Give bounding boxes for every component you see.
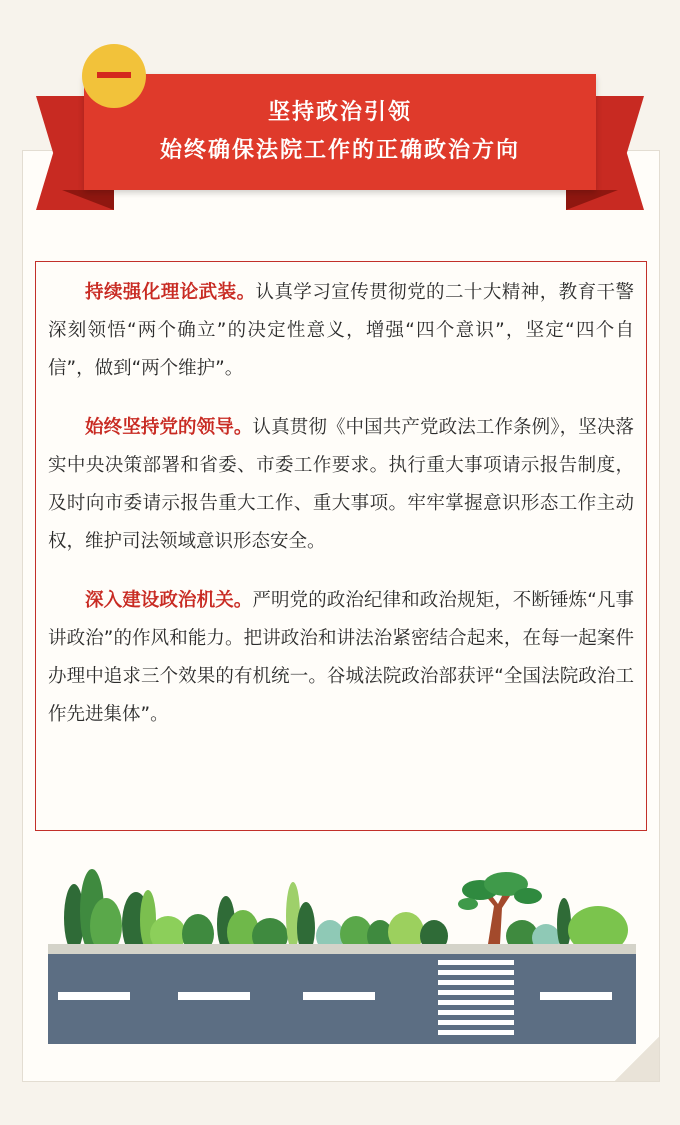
text-content-box (35, 261, 647, 831)
paragraph-heading: 深入建设政治机关。 (85, 590, 253, 611)
paragraph-theory (48, 274, 634, 388)
paragraph-body: 认真学习宣传贯彻党的二十大精神，教育干警深刻领悟“两个确立”的决定性意义，增强“四个意识”，坚定“四个自信”，做到“两个维护”。 (48, 282, 634, 379)
section-number-badge (82, 44, 146, 108)
paragraph-body: 严明党的政治纪律和政治规矩，不断锤炼“凡事讲政治”的作风和能力。把讲政治和讲法治紧密结合起来，在每一起案件办理中追求三个效果的有机统一。谷城法院政治部获评“全国法院政治工作先进集体”。 (48, 590, 634, 725)
section-title-banner (84, 74, 596, 190)
paragraph-leadership (48, 409, 634, 561)
paragraph-heading: 始终坚持党的领导。 (85, 417, 253, 438)
section-title-line-1: 坚持政治引领 (267, 100, 412, 125)
number-one-mark (97, 72, 131, 78)
paragraph-body: 认真贯彻《中国共产党政法工作条例》，坚决落实中央决策部署和省委、市委工作要求。执行重大事项请示报告制度，及时向市委请示报告重大工作、重大事项。牢牢掌握意识形态工作主动权，维护司法领域意识形态安全。 (48, 417, 634, 552)
paragraph-heading: 持续强化理论武装。 (85, 282, 256, 303)
section-title-line-2: 始终确保法院工作的正确政治方向 (159, 138, 520, 163)
street-scene-illustration (48, 856, 636, 1044)
paragraph-political-organ (48, 582, 634, 734)
sidewalk (48, 944, 636, 954)
trees-icon (64, 869, 628, 956)
